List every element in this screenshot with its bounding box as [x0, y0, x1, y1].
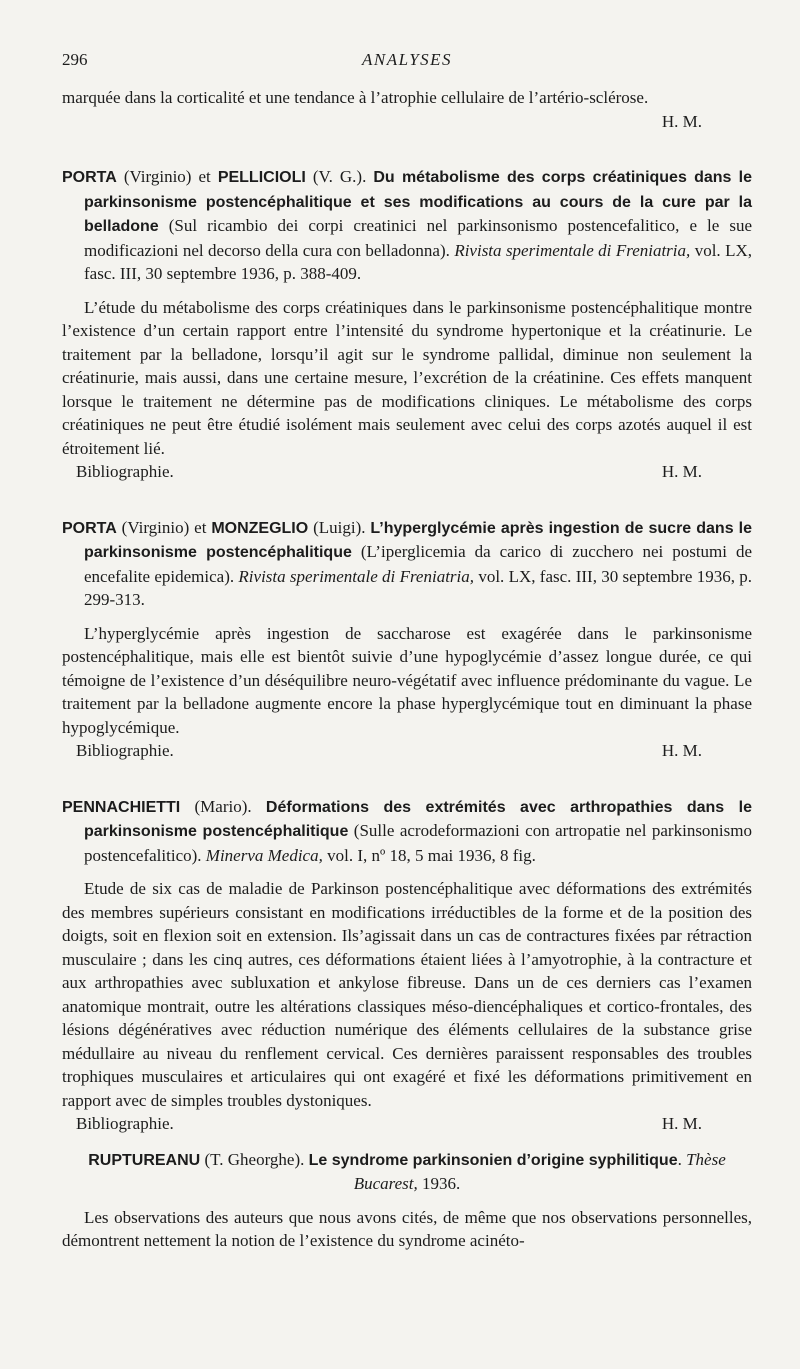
entry-3-footer — [62, 1112, 752, 1136]
entry-3-heading — [62, 795, 752, 868]
entry-3-abstract: Etude de six cas de maladie de Parkinson postencéphalitique avec déformations des extrémités des membres supérieurs consistant en modifications irréductibles de la forme et de la position des doigts, soit en flexion soit en extension. Ils’agissait dans un cas de contractures fixées par rétraction musculaire ; dans les cinq autres, ces déformations étaient liées à l’amyotrophie, à la contracture et aux arthropathies avec subluxation et ankylose fibreuse. Dans un de ces derniers cas l’examen anatomique montrait, outre les altérations classiques méso-diencéphaliques et cortico-frontales, des lésions dégénératives avec réduction numérique des éléments cellulaires de la substance grise médullaire au niveau du renflement cervical. Ces dernières paraissent responsables des troubles trophiques musculaires et articulaires qui ont exagéré et fixé les déformations primitivement en rapport avec de simples troubles dystoniques. — [62, 879, 752, 1110]
entry-4-citation: 1936. — [417, 1174, 461, 1193]
intro-signature: H. M. — [661, 111, 702, 131]
entry-1-abstract: L’étude du métabolisme des corps créatiniques dans le parkinsonisme postencéphalitique montre l’existence d’un certain rapport entre l’intensité du syndrome hypertonique et la créatinurie. Le traitement par la belladone, lorsqu’il agit sur le syndrome pallidal, diminue non seulement la créatinurie, mais aussi, dans une certaine mesure, l’excrétion de la créatinine. Ces effets manquent lorsque le traitement ne détermine pas de modifications cliniques. Le métabolisme des corps créatiniques ne peut être étudié isolément mais seulement avec celui des corps azotés auquel il est étroitement lié. — [62, 297, 752, 458]
entry-2-footer — [62, 739, 752, 763]
entry-2-abstract: L’hyperglycémie après ingestion de saccharose est exagérée dans le parkinsonisme postencéphalitique, mais elle est bientôt suivie d’une hypoglycémie d’assez longue durée, ce qui témoigne de l’existence d’un déséquilibre neuro-végétatif avec influence prédominante du vague. Le traitement par la belladone augmente encore la phase hyperglycémique tout en diminuant la phase hypoglycémique. — [62, 623, 752, 737]
entry-4-abstract: Les observations des auteurs que nous avons cités, de même que nos observations personnelles, démontrent nettement la notion de l’existence du syndrome acinéto- — [62, 1207, 752, 1250]
entry-2-author2: MONZEGLIO — [211, 519, 309, 537]
entry-3-author1: PENNACHIETTI — [62, 798, 181, 816]
page-content — [62, 86, 752, 1253]
entry-3-original-title: (Sulle acrodeformazioni con artropatie nel parkinsonismo postencefalitico). — [84, 821, 752, 865]
entry-1-author2-given: (V. G.). — [305, 167, 374, 186]
entry-2-heading — [62, 516, 752, 612]
entry-4-author1: RUPTUREANU — [88, 1151, 201, 1169]
entry-4-heading: RUPTUREANU (T. Gheorghe). Le syndrome parkinsonien d’origine syphilitique. Thèse Bucarest, 1936. — [88, 1149, 726, 1193]
running-title: ANALYSES — [361, 50, 453, 69]
entry-1-author1: PORTA — [62, 169, 117, 186]
entry-3-citation: vol. I, nº 18, 5 mai 1936, 8 fig. — [322, 845, 536, 865]
entry-1-title: Du métabolisme des corps créatiniques dans le parkinsonisme postencéphalitique et ses modifications au cours de la cure par la belladone — [84, 169, 753, 235]
entry-2-author1-given: (Virginio) et — [116, 517, 212, 537]
entry-2-signature: H. M. — [661, 741, 702, 760]
entry-1-heading — [62, 165, 752, 286]
entry-2-citation: vol. LX, fasc. III, 30 septembre 1936, p. 299-313. — [84, 566, 752, 609]
intro-text: marquée dans la corticalité et une tendance à l’atrophie cellulaire de l’artério-sclérose. — [62, 88, 649, 107]
entry-3-bibliography: Bibliographie. — [76, 1114, 174, 1133]
entry-1-author2: PELLICIOLI — [217, 169, 306, 186]
page-number: 296 — [62, 50, 88, 69]
entry-1-footer — [62, 460, 752, 484]
entry-2-author2-given: (Luigi). — [308, 517, 371, 537]
entry-4-title: Le syndrome parkinsonien d’origine syphilitique — [308, 1151, 678, 1169]
entry-3-author1-given: (Mario). — [180, 796, 266, 816]
entry-2-original-title: (L’iperglicemia da carico di zucchero nei postumi de encefalite epidemica). — [84, 542, 753, 586]
entry-3-title: Déformations des extrémités avec arthropathies dans le parkinsonisme postencéphalitique — [84, 798, 752, 840]
entry-3-journal: Minerva Medica, — [205, 845, 323, 865]
entry-1-signature: H. M. — [661, 462, 702, 481]
entry-4-author1-given: (T. Gheorghe). — [200, 1149, 309, 1169]
entry-1-original-title: (Sul ricambio dei corpi creatinici nel parkinsonismo postencefalitico, e le sue modificazioni nel decorso della cura con belladonna). — [84, 216, 752, 260]
entry-1-bibliography: Bibliographie. — [76, 462, 174, 481]
entry-3-signature: H. M. — [661, 1114, 702, 1133]
entry-2-author1: PORTA — [62, 519, 117, 537]
entry-1-citation: vol. LX, fasc. III, 30 septembre 1936, p. 388-409. — [84, 240, 753, 283]
entry-2-journal: Rivista sperimentale di Freniatria, — [238, 566, 475, 586]
entry-2-bibliography: Bibliographie. — [76, 741, 174, 760]
entry-1-journal: Rivista sperimentale di Freniatria, — [454, 240, 691, 260]
entry-1-author1-given: (Virginio) et — [116, 167, 218, 186]
page-header — [62, 50, 752, 74]
entry-2-title: L’hyperglycémie après ingestion de sucre dans le parkinsonisme postencéphalitique — [84, 519, 753, 561]
entry-4-thesis: Thèse Bucarest, — [353, 1149, 726, 1193]
